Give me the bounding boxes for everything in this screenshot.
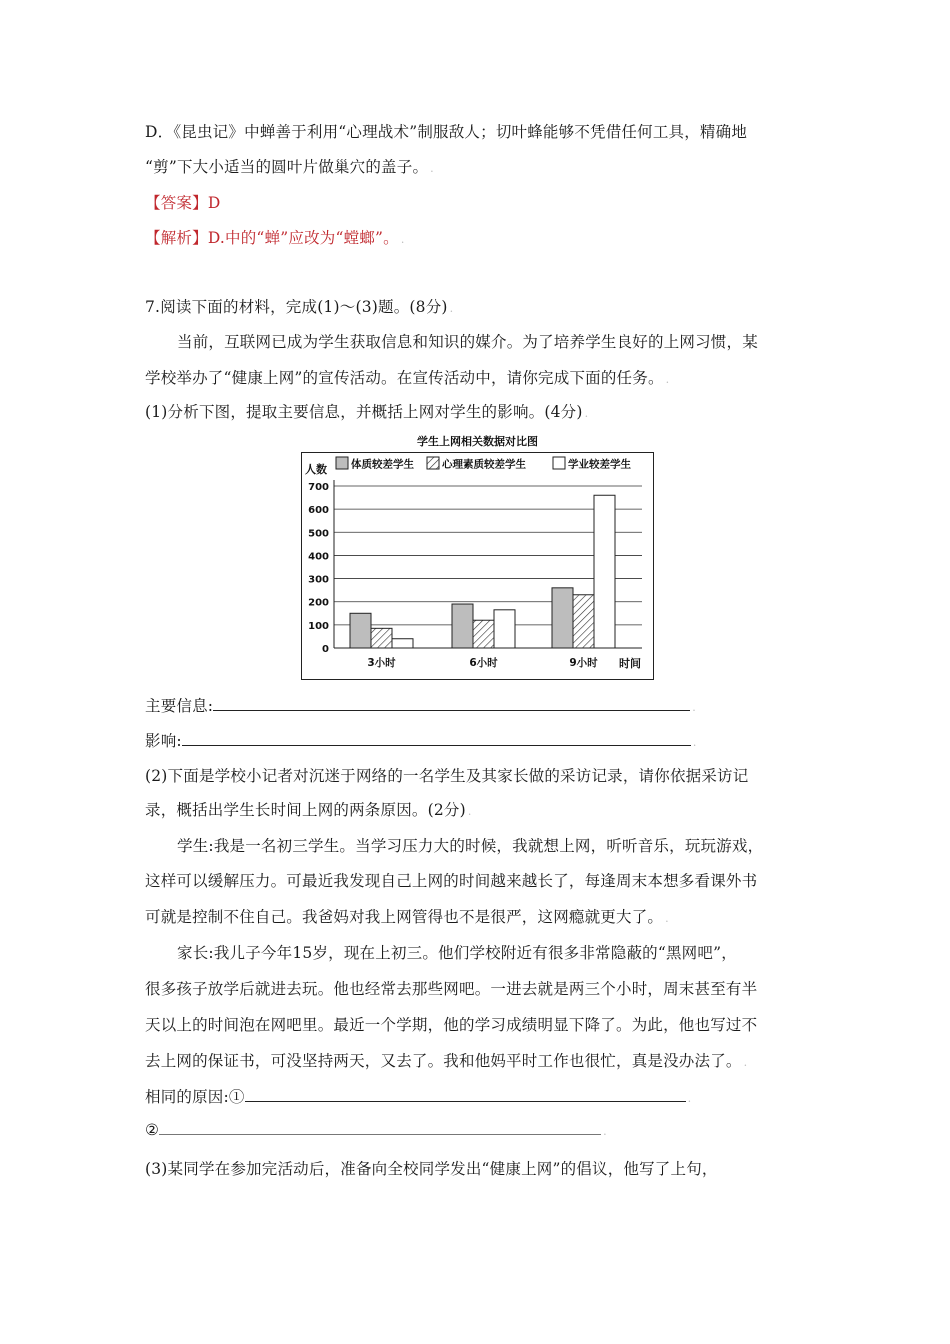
intro-line-2-text: 学校举办了“健康上网”的宣传活动。在宣传活动中，请你完成下面的任务。	[145, 369, 664, 387]
legend-swatch-2	[427, 457, 439, 469]
main-info-label: 主要信息:	[145, 697, 214, 715]
option-d-line-2-text: “剪”下大小适当的圆叶片做巢穴的盖子。	[145, 158, 429, 176]
analysis-line: 【解析】D.中的“蝉”应改为“螳螂”。 .	[145, 229, 405, 247]
y-tick-label: 200	[308, 597, 329, 609]
option-d-line-1: D．《昆虫记》中蝉善于利用“心理战术”制服敌人；切叶蜂能够不凭借任何工具，精确地	[145, 123, 748, 141]
y-tick-label: 100	[308, 620, 329, 632]
parent-line-1: 家长:我儿子今年15岁，现在上初三。他们学校附近有很多非常隐蔽的“黑网吧”，	[177, 944, 737, 962]
sub2-prompt-line-2: 录，概括出学生长时间上网的两条原因。(2分) .	[145, 801, 472, 819]
reason-2-label: ②	[145, 1121, 160, 1139]
sub1-prompt: (1)分析下图，提取主要信息，并概括上网对学生的影响。(4分) .	[145, 403, 589, 421]
parent-line-2: 很多孩子放学后就进去玩。他也经常去那些网吧。一进去就是两三个小时，周末甚至有半	[145, 980, 758, 998]
analysis-text: D.中的“蝉”应改为“螳螂”。	[207, 229, 399, 247]
student-line-3: 可就是控制不住自己。我爸妈对我上网管得也不是很严，这网瘾就更大了。 .	[145, 908, 669, 926]
y-tick-label: 400	[308, 551, 329, 563]
legend-label-2: 心理素质较差学生	[442, 458, 526, 471]
parent-line-4-text: 去上网的保证书，可没坚持两天，又去了。我和他妈平时工作也很忙，真是没办法了。	[145, 1052, 742, 1070]
sub2-prompt-line-1: (2)下面是学校小记者对沉迷于网络的一名学生及其家长做的采访记录，请你依据采访记	[145, 767, 749, 785]
bar-1-3	[392, 639, 413, 648]
bar-1-1	[350, 613, 371, 648]
q7-title-text: 7.阅读下面的材料，完成(1)～(3)题。(8分)	[145, 298, 448, 316]
bar-2-1	[452, 604, 473, 648]
student-line-2: 这样可以缓解压力。可最近我发现自己上网的时间越来越长了，每逢周末本想多看课外书	[145, 872, 758, 890]
intro-line-1: 当前，互联网已成为学生获取信息和知识的媒介。为了培养学生良好的上网习惯，某	[177, 333, 758, 351]
x-tick-label-3: 9小时	[569, 657, 598, 669]
parent-line-3: 天以上的时间泡在网吧里。最近一个学期，他的学习成绩明显下降了。为此，他也写过不	[145, 1016, 758, 1034]
main-info-answer-blank[interactable]	[213, 709, 690, 711]
answer-line	[145, 191, 220, 213]
y-tick-label: 300	[308, 574, 329, 586]
main-info-line: 主要信息: .	[145, 697, 696, 715]
legend-label-3: 学业较差学生	[568, 458, 631, 471]
y-tick-label: 700	[308, 482, 329, 493]
bar-3-2	[573, 595, 594, 648]
y-tick-label: 600	[308, 505, 329, 517]
reason-1-answer-blank[interactable]	[245, 1100, 686, 1102]
reason-1-label: 相同的原因:①	[145, 1088, 245, 1106]
bar-3-3	[594, 495, 615, 648]
reason-2-line: ② .	[145, 1121, 607, 1139]
chart-title: 学生上网相关数据对比图	[417, 435, 538, 448]
legend-label-1: 体质较差学生	[351, 458, 414, 471]
bar-1-2	[371, 628, 392, 648]
answer-label: 【答案】	[145, 194, 208, 212]
analysis-label: 【解析】	[145, 229, 208, 247]
reason-2-answer-blank[interactable]	[159, 1133, 601, 1135]
impact-line: 影响: .	[145, 732, 697, 750]
y-tick-label: 500	[308, 528, 329, 540]
x-tick-label-1: 3小时	[367, 657, 396, 669]
sub2-prompt-line-2-text: 录，概括出学生长时间上网的两条原因。(2分)	[145, 801, 466, 819]
student-line-1: 学生:我是一名初三学生。当学习压力大的时候，我就想上网，听听音乐，玩玩游戏，	[177, 837, 764, 855]
bar-2-2	[473, 620, 494, 648]
bar-2-3	[494, 610, 515, 648]
y-tick-label: 0	[322, 644, 329, 655]
sub3-prompt: (3)某同学在参加完活动后，准备向全校同学发出“健康上网”的倡议，他写了上句，	[145, 1160, 718, 1178]
legend-swatch-1	[336, 457, 348, 469]
x-axis-label: 时间	[619, 657, 641, 670]
y-axis-label: 人数	[305, 463, 327, 476]
legend-swatch-3	[553, 457, 565, 469]
reason-1-line: 相同的原因:① .	[145, 1088, 692, 1106]
impact-answer-blank[interactable]	[182, 744, 691, 746]
impact-label: 影响:	[145, 732, 182, 750]
bar-3-1	[552, 588, 573, 648]
sub1-prompt-text: (1)分析下图，提取主要信息，并概括上网对学生的影响。(4分)	[145, 403, 583, 421]
student-line-3-text: 可就是控制不住自己。我爸妈对我上网管得也不是很严，这网瘾就更大了。	[145, 908, 664, 926]
x-tick-label-2: 6小时	[469, 657, 498, 669]
bar-chart	[301, 434, 654, 680]
answer-value: D	[207, 194, 221, 212]
intro-line-2: 学校举办了“健康上网”的宣传活动。在宣传活动中，请你完成下面的任务。 .	[145, 369, 670, 387]
parent-line-4: 去上网的保证书，可没坚持两天，又去了。我和他妈平时工作也很忙，真是没办法了。 .	[145, 1052, 748, 1070]
option-d-line-2: “剪”下大小适当的圆叶片做巢穴的盖子。 .	[145, 158, 434, 176]
q7-title: 7.阅读下面的材料，完成(1)～(3)题。(8分) .	[145, 298, 454, 316]
